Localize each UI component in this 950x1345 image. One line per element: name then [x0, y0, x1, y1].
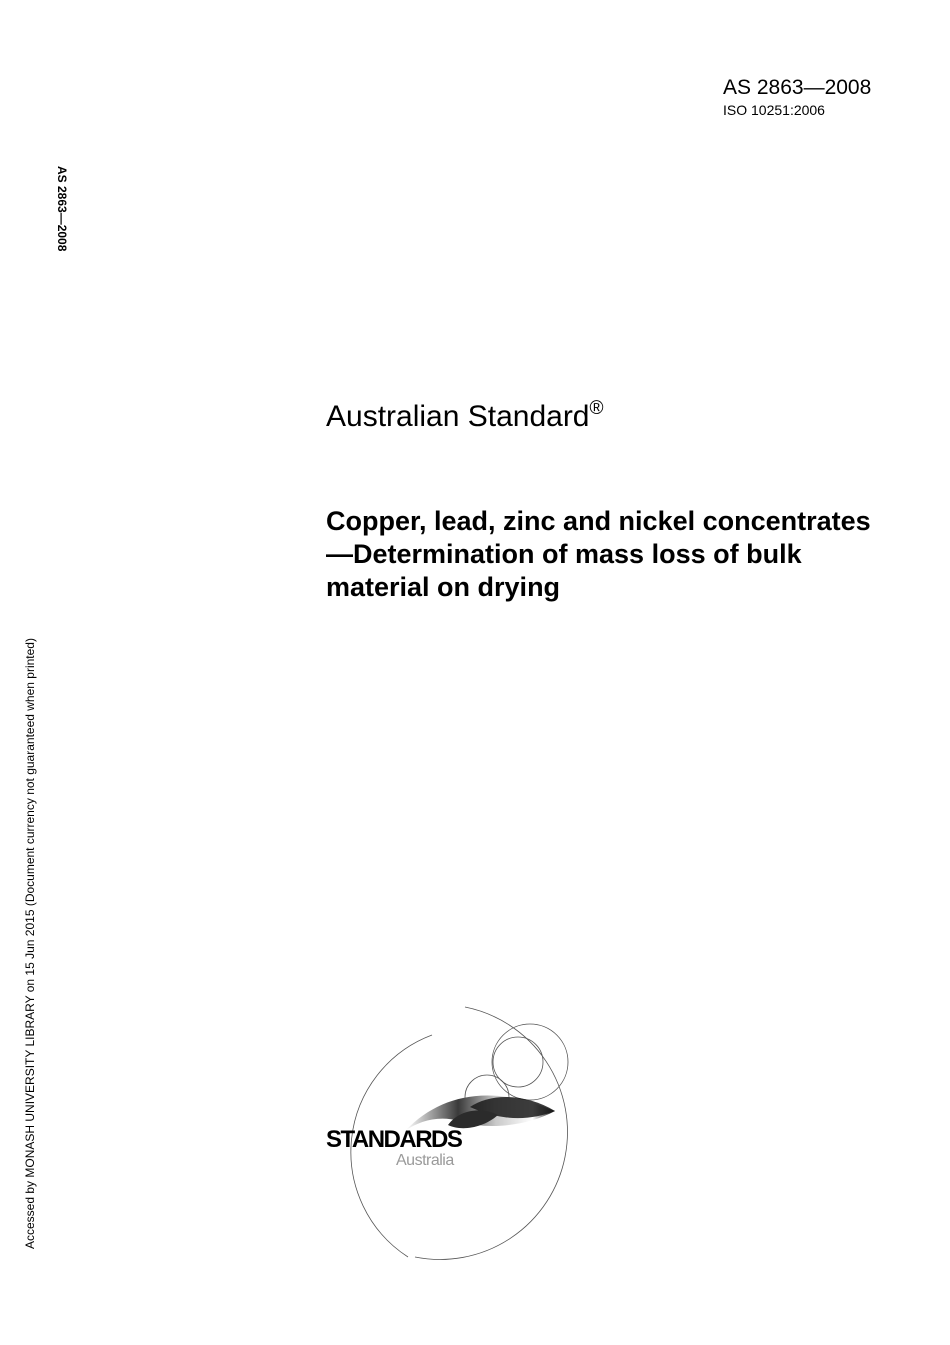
document-type-text: Australian Standard — [326, 400, 590, 433]
standard-number: AS 2863—2008 — [723, 76, 872, 99]
registered-mark: ® — [589, 398, 604, 419]
spine-label — [52, 166, 72, 286]
logo-subtext: Australia — [396, 1152, 454, 1169]
access-note — [22, 598, 42, 1253]
iso-number: ISO 10251:2006 — [723, 102, 825, 118]
standards-australia-logo — [320, 1005, 590, 1265]
logo-wordmark: STANDARDS — [326, 1126, 462, 1153]
document-type — [326, 398, 604, 436]
document-title: Copper, lead, zinc and nickel concentrates—Determination of mass loss of bulk material on drying — [326, 506, 871, 602]
access-note-text: Accessed by MONASH UNIVERSITY LIBRARY on 15 Jun 2015 (Document currency not guaranteed when printed) — [23, 638, 37, 1249]
spine-label-text: AS 2863—2008 — [55, 166, 69, 252]
